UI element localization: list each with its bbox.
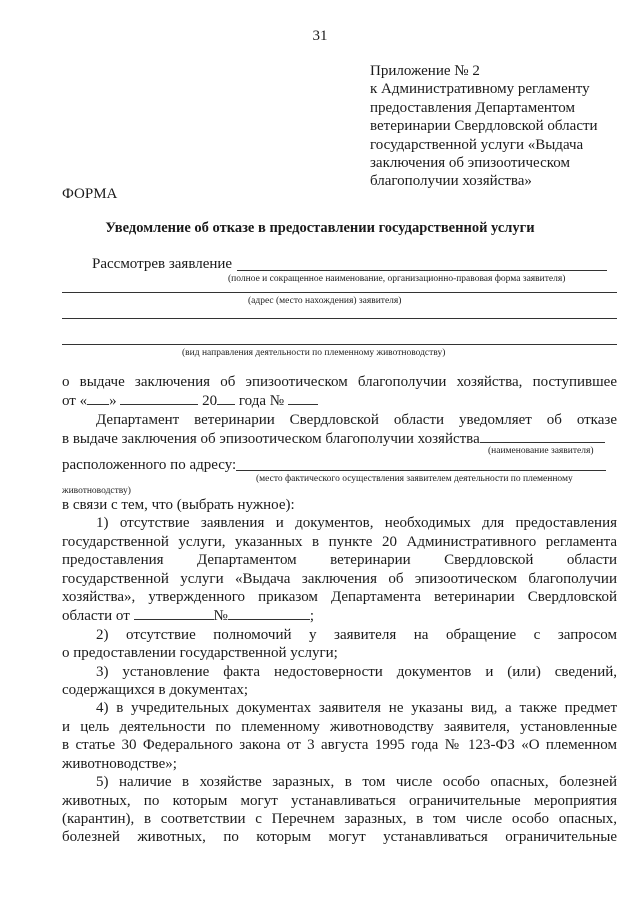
appendix-line: благополучии хозяйства» (370, 173, 532, 190)
reason-1-semicolon: ; (309, 608, 314, 625)
reason-3-line: содержащихся в документах; (62, 682, 249, 699)
caption-activity: (вид направления деятельности по племенному животноводству) (182, 348, 446, 358)
reason-3-line: 3) установление факта недостоверности документов и (или) сведений, (96, 663, 617, 680)
appendix-block (370, 62, 632, 191)
caption-applicant-name: (полное и сокращенное наименование, организационно-правовая форма заявителя) (228, 274, 566, 284)
reason-4-line: и цель деятельности по племенному животноводству заявителя, установленные (62, 718, 617, 735)
address-row (62, 456, 617, 474)
reason-1-line: хозяйства», утвержденного приказом Департамента ветеринарии Свердловской (62, 589, 617, 606)
month-field[interactable] (120, 391, 198, 405)
reason-1-line: 1) отсутствие заявления и документов, необходимых для предоставления (96, 515, 617, 532)
actual-address-line[interactable] (236, 470, 606, 471)
from-quote: » (109, 393, 117, 410)
address-label: расположенного по адресу: (62, 457, 237, 473)
appendix-line: заключения об эпизоотическом (370, 155, 570, 172)
refusal-text: в выдаче заключения об эпизоотическом благополучии хозяйства (62, 431, 480, 448)
reasons-intro: в связи с тем, что (выбрать нужное): (62, 497, 295, 513)
reason-4-line: в статье 30 Федерального закона от 3 августа 1995 года № 123-ФЗ «О племенном (62, 737, 617, 754)
reason-5-line: болезней животных, по которым могут устанавливаться ограничительные (62, 829, 617, 846)
day-field[interactable] (87, 391, 109, 405)
caption-actual-place-2: животноводству) (62, 486, 131, 496)
reason-1-line: государственной услуги «Выдача заключения об эпизоотическом благополучии (62, 570, 617, 587)
text-line: Департамент ветеринарии Свердловской области уведомляет об отказе (96, 411, 617, 428)
caption-actual-place: (место фактического осуществления заявителем деятельности по племенному (256, 474, 573, 484)
caption-farm-name: (наименование заявителя) (488, 446, 594, 456)
year-prefix: 20 (202, 393, 218, 410)
reason-1-number-sign: № (213, 608, 228, 625)
farm-name-field[interactable] (480, 429, 605, 443)
appendix-line: государственной услуги «Выдача (370, 136, 584, 153)
reason-1-date-line (62, 606, 617, 625)
document-title: Уведомление об отказе в предоставлении государственной услуги (105, 220, 535, 236)
reason-5-line: животных, по которым могут устанавливаться ограничительные мероприятия (62, 792, 617, 809)
year-number-label: года № (238, 393, 285, 410)
reason-1-line: государственной услуги, указанных в пункте 20 Административного регламента (62, 533, 617, 550)
reason-2-line: 2) отсутствие полномочий у заявителя на обращение с запросом (96, 626, 617, 643)
reason-1-line: предоставления Департаментом ветеринарии Свердловской области (62, 552, 617, 569)
year-field[interactable] (217, 391, 235, 405)
appendix-line: предоставления Департаментом (370, 99, 575, 116)
applicant-name-line[interactable] (237, 270, 607, 271)
reason-1-from: области от (62, 608, 130, 625)
body-block (62, 373, 617, 449)
text-line: о выдаче заключения об эпизоотическом благополучии хозяйства, поступившее (62, 374, 617, 390)
from-label: от « (62, 393, 88, 410)
appendix-line: Приложение № 2 (370, 63, 480, 79)
number-field[interactable] (288, 391, 318, 405)
form-label: ФОРМА (62, 186, 118, 202)
address-line[interactable] (62, 318, 617, 319)
reason-4-line: животноводстве»; (62, 755, 177, 772)
reason-5-line: 5) наличие в хозяйстве заразных, в том числе особо опасных, болезней (96, 774, 617, 791)
reason-4-line: 4) в учредительных документах заявителя не указаны вид, а также предмет (96, 700, 617, 717)
date-line (62, 391, 617, 410)
reasons-block (62, 496, 617, 847)
applicant-name-line-2[interactable] (62, 292, 617, 293)
reason-5-line: (карантин), в соответствии с Перечнем заразных, в том числе особо опасных, (62, 810, 617, 827)
activity-line[interactable] (62, 344, 617, 345)
reason-2-line: о предоставлении государственной услуги; (62, 645, 338, 662)
caption-address: (адрес (место нахождения) заявителя) (248, 296, 402, 306)
appendix-line: к Административному регламенту (370, 81, 590, 98)
order-number-field[interactable] (228, 606, 310, 620)
appendix-line: ветеринарии Свердловской области (370, 118, 598, 135)
page-number: 31 (312, 28, 328, 44)
considered-label: Рассмотрев заявление (92, 256, 233, 272)
order-date-field[interactable] (134, 606, 214, 620)
